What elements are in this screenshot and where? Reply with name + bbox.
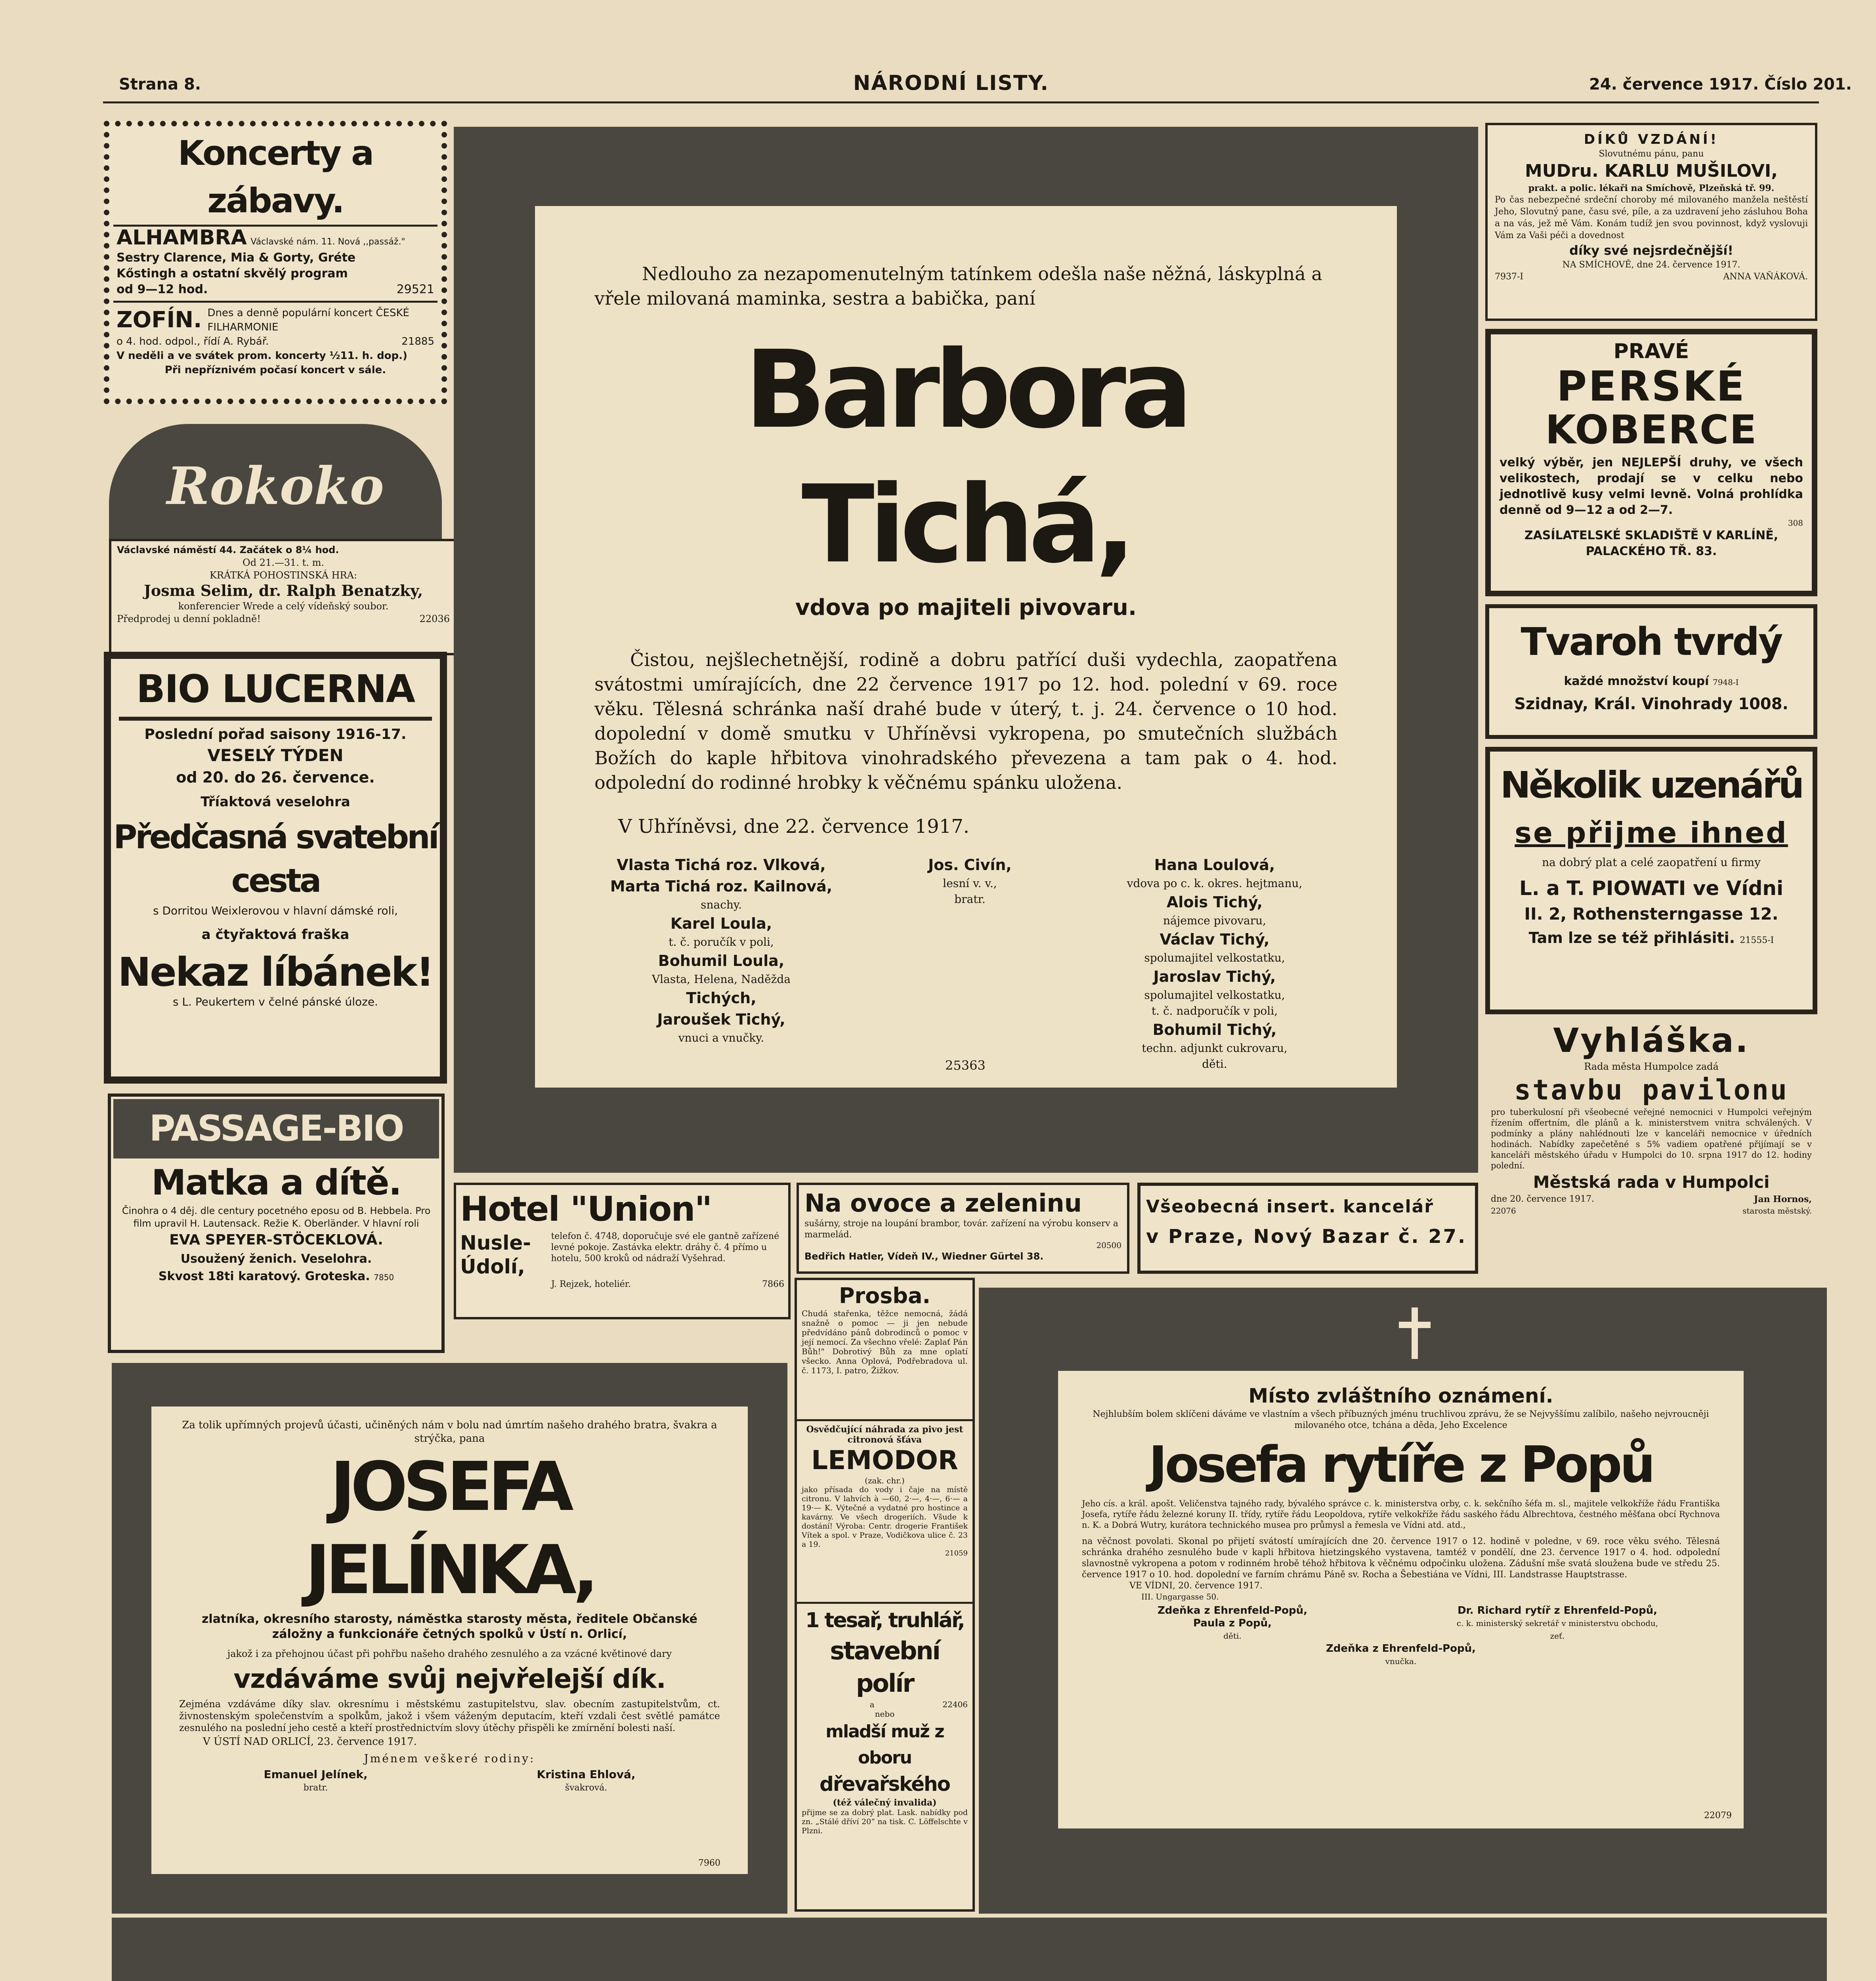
ad-passage-bio [108,1094,445,1353]
alhambra-line1: Sestry Clarence, Mia & Gorty, Gréte [117,251,356,265]
passage-line4: Skvost 18ti karatový. Groteska. [158,1269,370,1283]
ticha-place-date: V Uhříněvsi, dne 22. července 1917. [618,815,970,838]
uzenaru-line1: se přijme ihned [1515,816,1788,849]
koberce-title2: KOBERCE [1545,407,1758,453]
passage-line1: Činohra o 4 děj. dle century pocetného eposu od B. Hebbela. Pro film upravil H. Lautensack. Režie K. Oberländer. V hlavní roli [122,1205,431,1229]
ticha-signature-line: bratr. [954,893,986,906]
lucerna-film1: Předčasná svatební cesta [113,819,437,900]
diku-name: MUDru. KARLU MUŠILOVI, [1524,161,1778,181]
koberce-body: velký výběr, jen NEJLEPŠÍ druhy, ve všech velikostech, prodají se v celku nebo jednotlivě kusy velmi levně. Volná prohlídka denně od 9—12 a od 2—7. [1500,456,1803,517]
uzenaru-line2: na dobrý plat a celé zaopatření u firmy [1542,856,1761,869]
cross-symbol [1399,1307,1431,1359]
ticha-intro: Nedlouho za nezapomenutelným tatínkem odešla naše něžná, láskyplná a vřele milovaná maminka, sestra a babička, paní [594,263,1322,309]
koberce-top: PRAVÉ [1613,340,1689,363]
ad-koncerty [104,121,447,404]
zofin-line3: V neděli a ve svátek prom. koncerty ½11. h. dop.) [117,350,407,362]
ticha-signatures-left [594,854,848,1072]
diku-line4: díky své nejsrdečnější! [1569,243,1733,258]
zofin-line1: Dnes a denně populární koncert ČESKÉ FILHARMONIE [207,307,409,333]
ticha-signatures-right [1092,854,1337,1072]
zofin-line2: o 4. hod. odpol., řídí A. Rybář. [117,336,269,347]
jelinek-on-behalf: Jménem veškeré rodiny: [364,1752,535,1765]
ticha-body: Čistou, nejšlechetnější, rodině a dobru patřící duši vydechla, zaopatřena svátostmi umírajících, dne 22 července 1917 po 12. hod. polední v 69. roce věku. Tělesná schránka naší drahé bude v úterý, t. j. 24. července o 10 hod. dopolední v domě smutku v Uhříněvsi vykropena, po smutečních službách Božích do kaple hřbitova vinohradského převezena a tam pak o 4. hod. odpolední do rodinné hrobky k věčnému spánku uložena. [594,649,1337,793]
lucerna-line4: Tříaktová veselohra [201,794,350,810]
alhambra-line2: Kőstingh a ostatní skvělý program [117,267,348,281]
obituary-popu-frame [979,1288,1827,1914]
popu-address: III. Ungargasse 50. [1141,1592,1219,1601]
ticha-signature-line: Marta Tichá roz. Kailnová, [610,878,833,895]
diku-line1: Slovutnému pánu, panu [1599,149,1704,159]
obituary-jelinek-frame [112,1363,787,1914]
zofin-line4: Při nepříznivém počasí koncert v sále. [164,364,386,376]
lucerna-title: BIO LUCERNA [136,667,415,711]
ticha-signature-line: spolumajitel velkostatku, [1144,989,1285,1002]
popu-signature2c: zeť. [1550,1631,1565,1641]
ticha-signature-line: vnuci a vnučky. [678,1031,764,1044]
tesar-number: 22406 [942,1700,968,1709]
lucerna-line6: a čtyřaktová fraška [201,927,350,943]
lucerna-line7: s L. Peukertem v čelné pánské úloze. [173,995,378,1008]
ticha-signature-line: Jaroušek Tichý, [657,1011,785,1028]
passage-line2: EVA SPEYER-STÖCEKLOVÁ. [169,1232,383,1248]
diku-number: 7937-I [1495,272,1524,282]
popu-signature2b: c. k. ministerský sekretář v ministerstvu obchodu, [1456,1618,1658,1628]
tesar-title3: mladší muž z oboru [825,1721,944,1768]
koncerty-title: Koncerty a zábavy. [178,134,373,221]
lemodor-line2: (zak. chr.) [865,1476,905,1485]
passage-line3: Usoužený ženich. Veselohra. [180,1252,372,1266]
popu-titles: Jeho cís. a král. apošt. Veličenstva tajného rady, bývalého správce c. k. ministerstva orby, c. k. sekčního šéfa m. sl., majitele velkokříže řádu Františka Josefa, rytíře řádu železné koruny II. třídy, rytíře řádu Leopoldova, rytíře velkokříže řádu saského řádu Albrechtova, čestného měšťana obcí Rychnova n. K. a Dobrá Wutry, kurátora technického musea pro průmysl a řemesla ve Vídni atd. atd., [1082,1499,1720,1530]
ticha-signature-line: lesní v. v., [943,877,997,890]
popu-signature3b: vnučka. [1385,1657,1417,1666]
popu-name: Josefa rytíře z Popů [1148,1435,1653,1494]
uzenaru-title: Několik uzenářů [1500,764,1803,806]
union-body: telefon č. 4748, doporučuje své ele gantně zařízené levné pokoje. Zastávka elektr. dráhy č. 4 přímo u hotelu, 500 kroků od nádraží Vyšehrad. [551,1231,779,1263]
vyhlaska-number: 22076 [1491,1206,1516,1216]
jelinek-place: V ÚSTÍ NAD ORLICÍ, 23. července 1917. [203,1736,417,1748]
jelinek-body1: jakož i za přehojnou účast při pohřbu našeho drahého zesnulého a za vzácné květinové dary [227,1648,672,1659]
ticha-signature-line: snachy. [701,898,742,911]
ticha-signature-line: Hana Loulová, [1154,856,1275,874]
zofin-name: ZOFÍN. [117,307,202,333]
tesar-line1: a [869,1700,875,1709]
union-subtitle: Nusle-Údolí, [460,1231,531,1278]
ad-perske-koberce [1485,329,1817,596]
ticha-signature-line: Alois Tichý, [1166,893,1263,911]
prosba-title: Prosba. [839,1283,931,1308]
rokoko-line1: Václavské náměstí 44. Začátek o 8¼ hod. [117,544,339,555]
popu-signature1c: děti. [1223,1631,1242,1641]
popu-body: na věčnost povolati. Skonal po přijetí svátostí umírajících dne 20. července 1917 o 12. hodině v poledne, v 69. roce věku svého. Tělesná schránka drahého zesnulého bude v kapli hřbitova hietzingského vystavena, tamtéž v pondělí, dne 23. července 1917 o 4. hod. odpolední slavnostně vykropena a potom v rodinném hrobě téhož hřbitova k věčnému odpočinku uložena. Zádušní mše svatá sloužena bude ve středu 25. července 1917 o 10. hod. dopolední ve farním chrámu Páně sv. Rocha a Šebestiána ve Vídni, III. Landstrasse Hauptstrasse. [1082,1536,1720,1580]
ad-insert-kancelar [1137,1183,1478,1274]
ticha-subtitle: vdova po majiteli pivovaru. [795,595,1137,620]
ovoce-line1: sušárny, stroje na loupání brambor, továr. zařízení na výrobu konserv a marmelád. [804,1219,1118,1240]
tesar-title2: stavební polír [830,1636,940,1698]
lemodor-number: 21059 [945,1549,968,1557]
vyhlaska-title3: Městská rada v Humpolci [1533,1172,1770,1192]
tesar-line3: (též válečný invalida) [833,1798,937,1808]
diku-line2: prakt. a polic. lékaři na Smíchově, Plzeňská tř. 99. [1528,183,1775,193]
lemodor-body: jako přísada do vody i čaje na místě citronu. V lahvích à —60, 2·—, 4·—, 6·— a 19·— K. Výtečné a vydatné pro hostince a kavárny. Ve všech drogeriích. Všude k dostání! Výroba: Centr. drogerie František Vítek a spol. v Praze, Vodičkova ulice č. 23 a 19. [802,1485,968,1549]
ad-ovoce [797,1183,1129,1274]
ticha-signature-line: Jaroslav Tichý, [1153,968,1276,985]
alhambra-name: ALHAMBRA [117,226,247,250]
lemodor-title: LEMODOR [811,1445,958,1475]
union-title: Hotel "Union" [460,1189,712,1229]
ticha-signature-line: Karel Loula, [670,915,772,932]
passage-title: PASSAGE-BIO [113,1099,439,1158]
rokoko-line4: Josma Selim, dr. Ralph Benatzky, [143,582,423,599]
ticha-signature-line: Václav Tichý, [1160,931,1270,948]
union-signature: J. Rejzek, hoteliér. [551,1279,631,1289]
prosba-body: Chudá stařenka, těžce nemocná, žádá snažně o pomoc — ji jen nebude předvídáno pánů dobrodinců o pomoc v její nemocí. Za všechno vřelé: Zaplať Pán Bůh!" Dobrotivý Bůh za mne oplatí všecko. Anna Oplová, Podřebradova ul. č. 1173, I. patro, Žižkov. [802,1309,968,1375]
insert-line: v Praze, Nový Bazar č. 27. [1146,1225,1467,1248]
obituary-ticha [535,206,1397,1088]
alhambra-line3: od 9—12 hod. [117,282,208,296]
ticha-signature-line: t. č. nadporučík v poli, [1151,1004,1278,1017]
ticha-signature-line: Bohumil Tichý, [1152,1021,1277,1038]
ad-vyhlaska [1485,1018,1817,1276]
uzenaru-line4: II. 2, Rothensterngasse 12. [1524,904,1779,924]
popu-header: Místo zvláštního oznámení. [1248,1384,1553,1407]
popu-intro: Nejhlubším bolem sklíčeni dáváme ve vlastním a všech příbuzných jménu truchlivou zprávu, že se Nejvyššímu zalíbilo, našeho nejvroucněji milovaného otce, tchána a děda, Jeho Excelence [1093,1409,1709,1430]
vyhlaska-line2: dne 20. července 1917. [1491,1194,1595,1204]
vyhlaska-signature-title: starosta městský. [1742,1206,1812,1216]
lucerna-line2: VESELÝ TÝDEN [207,746,344,765]
ad-tvaroh [1485,604,1817,739]
popu-signature1: Zdeňka z Ehrenfeld-Popů, [1157,1605,1308,1616]
ticha-signature-line: děti. [1202,1057,1227,1071]
page-number: Strana 8. [119,75,201,94]
lucerna-film2: Nekaz líbánek! [118,949,433,995]
popu-signature1b: Paula z Popů, [1193,1617,1272,1629]
ad-diku-vzdani [1485,123,1817,321]
popu-place: VE VÍDNI, 20. července 1917. [1129,1581,1263,1591]
tvaroh-title: Tvaroh tvrdý [1521,620,1782,664]
rokoko-title: Rokoko [166,456,384,516]
ad-hotel-union [454,1183,791,1319]
vyhlaska-body: pro tuberkulosní při všeobecné veřejné nemocnici v Humpolci veřejným řízením offertním, dle plánů a k. ministerstvem vnitra schválených. V podmínky a plány nahlédnouti lze v kanceláři nemocnice v úředních hodinách. Nabídky zapečetěné s 5% vadiem opatřené přijímají se v kanceláři městského úřadu v Humpolci do 10. srpna 1917 do 12. hodiny polední. [1491,1107,1812,1170]
ticha-number: 25363 [945,1058,986,1073]
jelinek-signature2-relation: švakrová. [565,1783,608,1793]
diku-line3: Po čas nebezpečné srdeční choroby mé milovaného manžela neštěstí Jeho, Slovutný pane, času své, píle, a za uzdravení jeho zásluhou Boha a na vás, jež mě Vám. Konám tudíž jen svou povinnost, když vyslovuji Vám za Vaši péči a dovednost [1495,195,1808,240]
ad-prosba-column [795,1278,975,1912]
tvaroh-number: 7948-I [1712,678,1739,687]
obituary-jelinek [151,1407,748,1874]
diku-line5: NA SMÍCHOVĚ, dne 24. července 1917. [1562,260,1740,270]
ticha-signature-line: techn. adjunkt cukrovaru, [1142,1042,1288,1055]
ticha-signature-line: Vlasta Tichá roz. Vlková, [617,856,826,874]
rokoko-line3: KRÁTKÁ POHOSTINSKÁ HRA: [209,570,357,581]
ticha-signature-line: Jos. Civín, [928,856,1012,874]
ticha-signature-line: t. č. poručík v poli, [669,935,774,949]
ticha-signatures-middle [895,854,1045,1072]
ovoce-number: 20500 [1096,1241,1121,1250]
tesar-body: přijme se za dobrý plat. Lask. nabídky pod zn. „Stálé dříví 20“ na tisk. C. Löffelschte v Plzni. [802,1808,968,1835]
tvaroh-line1: každé množství koupí [1564,674,1709,688]
lucerna-line1: Poslední pořad saisony 1916-17. [144,726,407,742]
ticha-signature-line: Bohumil Loula, [658,952,785,970]
ad-prosba [797,1280,972,1421]
obituary-pokorny-frame [112,1918,1827,1981]
uzenaru-number: 21555-I [1740,935,1774,945]
koberce-address: ZASÍLATELSKÉ SKLADIŠTĚ V KARLÍNĚ, PALACKÉHO TŘ. 83. [1524,529,1779,558]
insert-title: Všeobecná insert. kancelář [1146,1197,1434,1217]
vyhlaska-title2: stavbu pavilonu [1514,1074,1789,1106]
ticha-signature-line: nájemce pivovaru, [1163,914,1267,927]
uzenaru-line3: L. a T. PIOWATI ve Vídni [1519,877,1784,900]
alhambra-number: 29521 [396,282,434,296]
ticha-signature-line: Vlasta, Helena, Naděžda [651,973,791,986]
tesar-line2: nebo [875,1709,895,1719]
uzenaru-line5: Tam lze se též přihlásiti. [1528,929,1735,947]
lemodor-line1: Osvědčující náhrada za pivo jest citronová šťáva [806,1424,963,1445]
ticha-signature-line: Tichých, [686,989,757,1007]
diku-title: DÍKŮ VZDÁNÍ! [1584,132,1719,147]
tvaroh-line2: Szidnay, Král. Vinohrady 1008. [1514,695,1788,713]
lucerna-line5: s Dorritou Weixlerovou v hlavní dámské roli, [153,904,398,917]
ovoce-line2: Bedřich Hatler, Vídeň IV., Wiedner Gürtel 38. [804,1251,1044,1262]
jelinek-name: JOSEFA JELÍNKA, [305,1448,594,1609]
lucerna-line3: od 20. do 26. července. [176,769,375,786]
jelinek-body2: Zejména vzdáváme díky slav. okresnímu i městskému zastupitelstvu, slav. obecním zastupitelstvům, ct. živnostenským společenstvím a spolkům, jakož i všem váženým deputacím, kteří vzdali čest světlé památce zesnulého na poslední jeho cestě a kteří prostřednictvím slovy útěchy přispěli ke zmírnění bolesti naší. [179,1699,720,1733]
vyhlaska-signature: Jan Hornos, [1754,1194,1812,1204]
jelinek-thanks: vzdáváme svůj nejvřelejší dík. [233,1664,666,1694]
jelinek-titles: zlatníka, okresního starosty, náměstka starosty města, ředitele Občanské záložny a funkcionáře četných spolků v Ústí n. Orlicí, [201,1612,698,1641]
ticha-signature-line: spolumajitel velkostatku, [1144,951,1285,964]
rokoko-line5: konferencier Wrede a celý vídeňský soubor. [178,601,389,612]
ad-uzenaru [1485,747,1817,1014]
header-rule [103,101,1819,103]
popu-number: 22079 [1704,1811,1732,1821]
diku-signature: ANNA VAŇÁKOVÁ. [1723,272,1808,282]
ticha-name: Barbora Tichá, [744,327,1188,587]
zofin-number: 21885 [401,336,434,347]
ovoce-title: Na ovoce a zeleninu [804,1189,1082,1218]
tesar-title1: 1 tesař, truhlář, [805,1609,964,1632]
vyhlaska-title: Vyhláška. [1553,1021,1750,1060]
popu-signature3: Zdeňka z Ehrenfeld-Popů, [1326,1643,1476,1655]
obituary-ticha-frame [454,127,1478,1173]
passage-film: Matka a dítě. [151,1162,401,1203]
ad-lemodor [797,1421,972,1604]
alhambra-address: Václavské nám. 11. Nová ,,passáž." [250,237,405,247]
popu-signature2: Dr. Richard rytíř z Ehrenfeld-Popů, [1457,1605,1658,1616]
rokoko-line6: Předprodej u denní pokladně! [117,613,261,624]
koberce-title1: PERSKÉ [1557,362,1746,410]
passage-number: 7850 [374,1273,394,1282]
ticha-signature-line: vdova po c. k. okres. hejtmanu, [1127,877,1303,890]
rokoko-line2: Od 21.—31. t. m. [243,557,324,568]
union-number: 7866 [762,1279,784,1289]
jelinek-signature1-relation: bratr. [303,1783,328,1793]
ad-bio-lucerna [104,652,447,1084]
tesar-title4: dřevařského [820,1773,950,1796]
jelinek-signature2: Kristina Ehlová, [537,1768,636,1781]
ad-tesar [797,1604,972,1838]
issue-date: 24. července 1917. Číslo 201. [1589,75,1852,94]
jelinek-number: 7960 [698,1858,720,1868]
ad-rokoko [109,408,450,646]
vyhlaska-line1: Rada města Humpolce zadá [1584,1061,1719,1072]
rokoko-number: 22036 [419,613,450,624]
obituary-popu [1058,1371,1744,1828]
newspaper-title: NÁRODNÍ LISTY. [853,71,1049,95]
jelinek-intro: Za tolik upřímných projevů účasti, učiněných nám v bolu nad úmrtím našeho drahého bratra, švakra a strýčka, pana [182,1419,717,1445]
koberce-number: 308 [1788,518,1803,528]
jelinek-signature1: Emanuel Jelínek, [264,1768,368,1781]
